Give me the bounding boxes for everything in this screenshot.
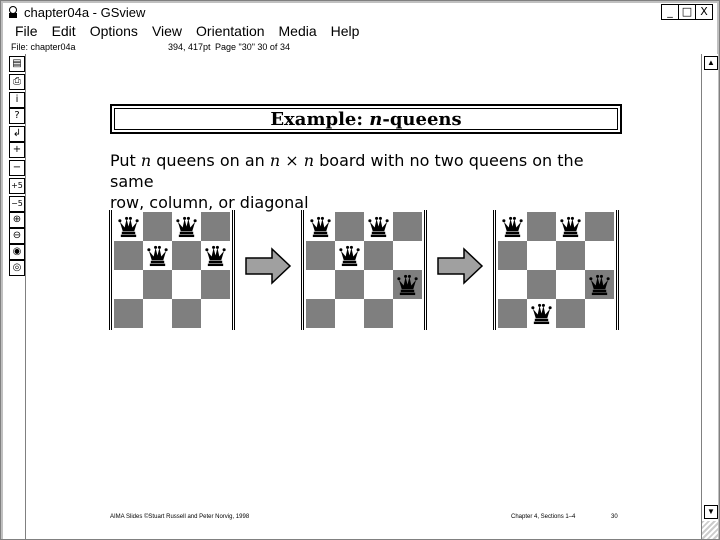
board-square [556,270,585,299]
body-text-1: Put [110,151,141,170]
body-var-nxn: n × n [269,151,315,170]
menu-media[interactable]: Media [278,23,317,39]
status-coordinates: 394, 417pt [168,42,211,52]
menu-help[interactable]: Help [330,23,360,39]
queen-icon [530,302,553,325]
queen-icon [309,215,332,238]
toolbar [3,54,25,539]
scroll-up-arrow-icon[interactable]: ▲ [704,56,718,70]
body-text-4: row, column, or diagonal [110,193,309,212]
board-square [201,270,230,299]
board-square [393,270,422,299]
queen-icon [396,273,419,296]
board-square [335,212,364,241]
footer-chapter: Chapter 4, Sections 1–4 [511,514,576,520]
board-square [527,270,556,299]
view-icon[interactable]: ◎ [9,260,25,276]
queen-icon [175,215,198,238]
slide-title [114,108,618,130]
resize-grip[interactable] [702,521,718,539]
board-square [114,299,143,328]
board-square [114,212,143,241]
board-square [335,241,364,270]
queen-icon [117,215,140,238]
footer-page-number: 30 [611,514,618,520]
menu-options[interactable]: Options [89,23,138,39]
plus-five-icon[interactable]: +5 [9,178,25,194]
slide-body [110,150,630,213]
board-square [306,270,335,299]
help-icon[interactable]: ? [9,108,25,124]
queen-icon [367,215,390,238]
board-square [498,299,527,328]
board-square [364,270,393,299]
board-square [172,241,201,270]
board-square [393,241,422,270]
board-square [527,241,556,270]
footer-copyright: AIMA Slides ©Stuart Russell and Peter Norvig, 1998 [110,514,250,520]
board-square [201,241,230,270]
board-square [201,212,230,241]
body-text-3: board with no two queens on the same [110,151,584,191]
open-icon[interactable]: ▤ [9,56,25,72]
board-square [364,241,393,270]
queen-icon [204,244,227,267]
zoom-out-icon[interactable]: ⊖ [9,228,25,244]
queen-icon [501,215,524,238]
menu-orientation[interactable]: Orientation [196,23,265,39]
board-square [556,241,585,270]
board-square [364,212,393,241]
right-arrow-icon [436,246,484,286]
info-icon[interactable]: i [9,92,25,108]
queen-icon [338,244,361,267]
goto-page-icon[interactable]: ↲ [9,126,25,142]
print-icon[interactable]: ⎙ [9,74,25,90]
magnify-icon[interactable]: ◉ [9,244,25,260]
status-bar [3,41,717,54]
body-text-2: queens on an [151,151,270,170]
slide-page [36,54,696,539]
zoom-in-icon[interactable]: ⊕ [9,212,25,228]
gsview-app-icon[interactable] [6,5,20,19]
menu-edit[interactable]: Edit [51,23,76,39]
title-bar[interactable] [3,3,717,21]
board-square [364,299,393,328]
body-var-n: n [140,151,152,170]
vertical-scrollbar[interactable] [701,54,718,539]
board-square [172,299,201,328]
slide-title-frame [110,104,622,134]
status-file: File: chapter04a [11,42,76,52]
window-title: chapter04a - GSview [24,4,146,20]
board-square [585,299,614,328]
menu-bar [3,21,717,41]
right-arrow-icon [244,246,292,286]
minimize-button[interactable]: _ [661,4,679,20]
board-square [527,299,556,328]
board-square [172,212,201,241]
board-square [498,270,527,299]
prev-page-icon[interactable]: − [9,160,25,176]
board-square [143,299,172,328]
slide-title-var: n [369,109,383,130]
board-square [556,212,585,241]
chess-board [114,212,230,328]
board-square [393,299,422,328]
board-square [585,212,614,241]
status-page: Page "30" 30 of 34 [215,42,290,52]
board-square [393,212,422,241]
menu-file[interactable]: File [15,23,38,39]
window-controls [662,4,713,20]
board-square [585,270,614,299]
scroll-down-arrow-icon[interactable]: ▼ [704,505,718,519]
board-square [498,212,527,241]
menu-view[interactable]: View [151,23,183,39]
board-square [306,241,335,270]
board-square [201,299,230,328]
board-square [114,241,143,270]
slide-title-prefix: Example: [270,109,370,130]
document-area[interactable] [25,54,702,539]
slide-title-suffix: -queens [382,109,462,130]
queen-icon [588,273,611,296]
queen-icon [559,215,582,238]
board-square [143,270,172,299]
board-square [114,270,143,299]
close-button[interactable]: X [695,4,713,20]
next-page-icon[interactable]: + [9,142,25,158]
board-square [335,270,364,299]
board-square [143,241,172,270]
board-square [306,299,335,328]
minus-five-icon[interactable]: −5 [9,196,25,212]
queen-icon [146,244,169,267]
board-square [143,212,172,241]
maximize-button[interactable]: □ [678,4,696,20]
board-square [527,212,556,241]
board-square [585,241,614,270]
board-square [556,299,585,328]
board-square [335,299,364,328]
board-square [306,212,335,241]
chess-board [498,212,614,328]
board-square [498,241,527,270]
board-square [172,270,201,299]
chess-board [306,212,422,328]
